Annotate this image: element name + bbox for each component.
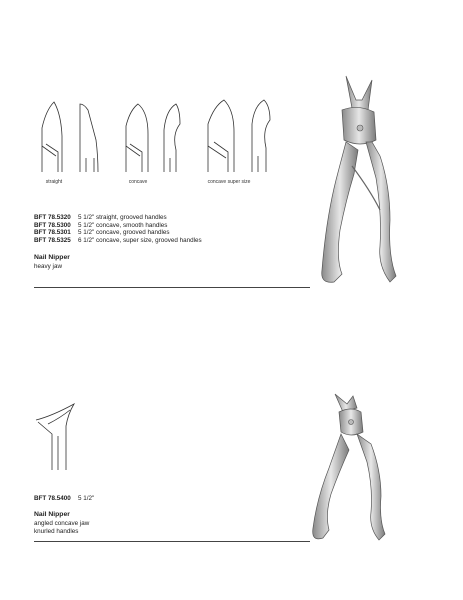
item-code: BFT 78.5400 bbox=[34, 495, 71, 502]
product-subtitle-2 bbox=[34, 520, 89, 535]
item-description: 5 1/2" bbox=[78, 495, 95, 502]
diagram-label-concave: concave bbox=[128, 179, 148, 185]
item-description: 6 1/2" concave, super size, grooved handles bbox=[78, 236, 202, 244]
spec-table-1 bbox=[34, 214, 202, 244]
product-subtitle-line: angled concave jaw bbox=[34, 520, 90, 527]
spec-row bbox=[34, 222, 202, 230]
spec-row bbox=[34, 229, 202, 237]
product-subtitle-line: knurled handles bbox=[34, 527, 79, 535]
nail-nipper-heavy-jaw-image bbox=[300, 70, 415, 290]
spec-row bbox=[34, 214, 202, 222]
jaw-diagram-straight bbox=[34, 100, 104, 180]
spec-row bbox=[34, 495, 94, 503]
product-title-1: Nail Nipper bbox=[34, 254, 70, 261]
diagram-label-concave-super-size: concave super size bbox=[207, 179, 251, 185]
product-subtitle-1: heavy jaw bbox=[34, 263, 63, 270]
spec-table-2 bbox=[34, 495, 94, 503]
item-code: BFT 78.5301 bbox=[34, 229, 71, 237]
product-title-2: Nail Nipper bbox=[34, 511, 70, 518]
section-divider-1 bbox=[34, 287, 310, 288]
section-divider-2 bbox=[34, 541, 310, 542]
item-description: 5 1/2" concave, smooth handles bbox=[78, 221, 168, 229]
diagram-label-straight: straight bbox=[45, 179, 63, 185]
jaw-diagram-angled-concave bbox=[34, 400, 80, 472]
jaw-diagram-concave-super-size bbox=[200, 98, 280, 180]
nail-nipper-angled-jaw-image bbox=[305, 388, 405, 548]
item-description: 5 1/2" concave, grooved handles bbox=[78, 229, 170, 237]
item-code: BFT 78.5320 bbox=[34, 214, 71, 221]
spec-row bbox=[34, 237, 202, 245]
item-code: BFT 78.5300 bbox=[34, 221, 71, 229]
jaw-diagram-concave bbox=[118, 100, 188, 180]
item-code: BFT 78.5325 bbox=[34, 236, 71, 244]
item-description: 5 1/2" straight, grooved handles bbox=[78, 214, 167, 221]
